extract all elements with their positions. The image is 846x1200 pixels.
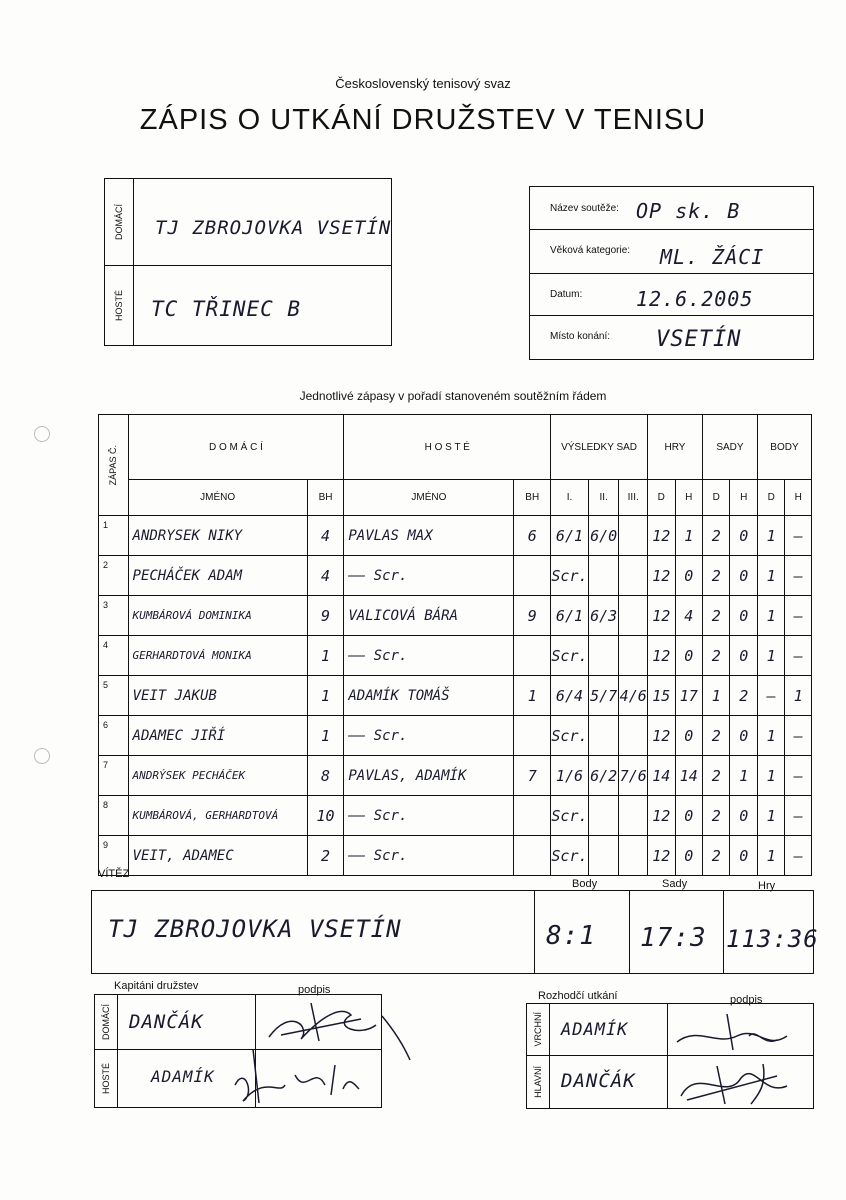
home-player: KUMBÁROVÁ DOMINIKA	[128, 596, 307, 636]
home-name-header: JMÉNO	[128, 480, 307, 516]
sets-home-header: D	[702, 480, 729, 516]
referee-main-name: DANČÁK	[561, 1070, 636, 1092]
points-guest: —	[785, 596, 812, 636]
games-guest: 17	[675, 676, 702, 716]
sets-home: 2	[702, 796, 729, 836]
referee-chief-name: ADAMÍK	[561, 1020, 629, 1040]
referees-signature-label: podpis	[730, 994, 763, 1006]
set1-score: 6/1	[551, 596, 589, 636]
set2-score: 6/3	[588, 596, 619, 636]
set2-score	[588, 636, 619, 676]
home-player: KUMBÁROVÁ, GERHARDTOVÁ	[128, 796, 307, 836]
guest-bh	[514, 796, 551, 836]
sets-guest: 0	[730, 796, 757, 836]
points-guest: 1	[785, 676, 812, 716]
referee-chief-signature	[667, 1006, 807, 1056]
home-bh: 4	[307, 516, 344, 556]
referee-main-signature	[667, 1056, 807, 1108]
games-home: 12	[648, 516, 675, 556]
games-guest: 1	[675, 516, 702, 556]
match-number: 3	[99, 596, 129, 636]
captains-box	[94, 994, 382, 1108]
guest-bh: 7	[514, 756, 551, 796]
home-bh: 10	[307, 796, 344, 836]
match-number-header: ZÁPAS Č.	[108, 444, 119, 486]
set1-score: Scr.	[551, 556, 589, 596]
guest-bh: 6	[514, 516, 551, 556]
home-player: PECHÁČEK ADAM	[128, 556, 307, 596]
venue: VSETÍN	[656, 327, 742, 352]
table-row	[99, 796, 812, 836]
points-home: 1	[757, 556, 784, 596]
competition-name-label: Název soutěže:	[550, 203, 619, 214]
games-home: 14	[648, 756, 675, 796]
captain-guest-name: ADAMÍK	[151, 1067, 215, 1086]
winner-sets-label: Sady	[662, 878, 688, 890]
sets-home: 2	[702, 756, 729, 796]
sets-home: 2	[702, 716, 729, 756]
guest-bh: 1	[514, 676, 551, 716]
captain-home-label: DOMÁCÍ	[101, 1004, 111, 1040]
points-home: 1	[757, 716, 784, 756]
sets-home: 2	[702, 836, 729, 876]
set3-score	[619, 596, 648, 636]
points-home: 1	[757, 796, 784, 836]
set3-score	[619, 556, 648, 596]
games-home: 12	[648, 596, 675, 636]
games-guest: 0	[675, 636, 702, 676]
table-row	[99, 836, 812, 876]
winner-label: VÍTĚZ	[98, 868, 130, 880]
sets-home: 1	[702, 676, 729, 716]
guest-player: PAVLAS MAX	[344, 516, 514, 556]
set2-score	[588, 556, 619, 596]
home-bh: 2	[307, 836, 344, 876]
captains-label: Kapitáni družstev	[114, 980, 199, 992]
sets-header: SADY	[702, 415, 757, 480]
points-home: 1	[757, 596, 784, 636]
games-home: 12	[648, 796, 675, 836]
sets-guest: 0	[730, 836, 757, 876]
referee-chief-label: VRCHNÍ	[533, 1012, 543, 1047]
winner-box	[91, 890, 819, 974]
matches-caption: Jednotlivé zápasy v pořadí stanoveném soutěžním řádem	[299, 389, 607, 403]
referees-label: Rozhodčí utkání	[538, 990, 618, 1002]
guest-name-header: JMÉNO	[344, 480, 514, 516]
captain-home-name: DANČÁK	[129, 1011, 204, 1033]
captain-home-signature	[261, 997, 381, 1047]
match-number: 7	[99, 756, 129, 796]
guest-player: —— Scr.	[344, 636, 514, 676]
games-guest: 4	[675, 596, 702, 636]
guest-team-name: TC TŘINEC B	[151, 297, 302, 321]
captain-guest-signature	[225, 1045, 375, 1107]
guest-bh	[514, 636, 551, 676]
competition-name: OP sk. B	[636, 199, 741, 223]
venue-label: Místo konání:	[550, 331, 611, 342]
hoste-label: HOSTÉ	[114, 289, 124, 321]
home-bh: 8	[307, 756, 344, 796]
matches-table	[98, 414, 812, 876]
home-bh: 1	[307, 716, 344, 756]
sets-guest: 0	[730, 716, 757, 756]
winner-points-label: Body	[572, 878, 598, 890]
home-team-name: TJ ZBROJOVKA VSETÍN	[155, 217, 392, 239]
home-player: ADAMEC JIŘÍ	[128, 716, 307, 756]
home-bh: 1	[307, 636, 344, 676]
home-bh: 1	[307, 676, 344, 716]
set2-header: II.	[588, 480, 619, 516]
winner-points: 8:1	[546, 921, 596, 951]
match-number: 2	[99, 556, 129, 596]
points-home: 1	[757, 836, 784, 876]
set2-score	[588, 836, 619, 876]
sets-guest: 0	[730, 596, 757, 636]
sets-guest: 1	[730, 756, 757, 796]
competition-info-box	[529, 186, 814, 360]
set2-score	[588, 716, 619, 756]
table-row	[99, 516, 812, 556]
sets-guest: 0	[730, 516, 757, 556]
set1-header: I.	[551, 480, 589, 516]
guest-bh	[514, 556, 551, 596]
set3-score	[619, 836, 648, 876]
points-home: 1	[757, 516, 784, 556]
match-number: 5	[99, 676, 129, 716]
date-label: Datum:	[550, 289, 583, 300]
points-home: 1	[757, 756, 784, 796]
set3-score: 4/6	[619, 676, 648, 716]
points-guest-header: H	[785, 480, 812, 516]
match-number: 9	[99, 836, 129, 876]
set3-score: 7/6	[619, 756, 648, 796]
set1-score: 1/6	[551, 756, 589, 796]
home-player: GERHARDTOVÁ MONIKA	[128, 636, 307, 676]
sets-guest-header: H	[730, 480, 757, 516]
games-home: 12	[648, 636, 675, 676]
games-guest-header: H	[675, 480, 702, 516]
referees-box	[526, 1003, 814, 1109]
points-header: BODY	[757, 415, 811, 480]
age-category: ML. ŽÁCI	[660, 245, 765, 269]
set2-score: 6/2	[588, 756, 619, 796]
sets-home: 2	[702, 516, 729, 556]
table-row	[99, 596, 812, 636]
table-row	[99, 676, 812, 716]
games-guest: 0	[675, 716, 702, 756]
home-player: VEIT JAKUB	[128, 676, 307, 716]
winner-games: 113:36	[726, 925, 819, 953]
set1-score: Scr.	[551, 636, 589, 676]
guest-player: —— Scr.	[344, 556, 514, 596]
sets-guest: 0	[730, 636, 757, 676]
guest-player: —— Scr.	[344, 796, 514, 836]
home-header: D O M Á C Í	[128, 415, 344, 480]
table-row	[99, 756, 812, 796]
table-row	[99, 636, 812, 676]
sets-home: 2	[702, 636, 729, 676]
points-guest: —	[785, 756, 812, 796]
games-guest: 0	[675, 796, 702, 836]
winner-name: TJ ZBROJOVKA VSETÍN	[108, 915, 402, 943]
guest-player: VALICOVÁ BÁRA	[344, 596, 514, 636]
set1-score: Scr.	[551, 716, 589, 756]
set3-header: III.	[619, 480, 648, 516]
captain-guest-label: HOSTÉ	[101, 1062, 111, 1094]
guest-bh	[514, 716, 551, 756]
set3-score	[619, 516, 648, 556]
organization: Československý tenisový svaz	[335, 76, 511, 91]
set3-score	[619, 636, 648, 676]
sets-home: 2	[702, 556, 729, 596]
match-number: 4	[99, 636, 129, 676]
points-home-header: D	[757, 480, 784, 516]
guest-header: H O S T É	[344, 415, 551, 480]
match-number: 8	[99, 796, 129, 836]
points-guest: —	[785, 636, 812, 676]
guest-bh	[514, 836, 551, 876]
table-row	[99, 556, 812, 596]
games-guest: 14	[675, 756, 702, 796]
age-category-label: Věková kategorie:	[550, 245, 631, 256]
guest-bh: 9	[514, 596, 551, 636]
points-home: —	[757, 676, 784, 716]
home-bh-header: BH	[307, 480, 344, 516]
set1-score: 6/1	[551, 516, 589, 556]
home-player: ANDRYSEK NIKY	[128, 516, 307, 556]
home-bh: 4	[307, 556, 344, 596]
games-home: 15	[648, 676, 675, 716]
winner-sets: 17:3	[640, 923, 707, 953]
match-number: 6	[99, 716, 129, 756]
captains-signature-label: podpis	[298, 984, 331, 996]
points-guest: —	[785, 796, 812, 836]
home-player: VEIT, ADAMEC	[128, 836, 307, 876]
page-title: ZÁPIS O UTKÁNÍ DRUŽSTEV V TENISU	[139, 104, 707, 136]
stray-pen-stroke	[380, 1014, 420, 1064]
match-date: 12.6.2005	[636, 287, 754, 311]
domaci-label: DOMÁCÍ	[114, 204, 124, 240]
sets-home: 2	[702, 596, 729, 636]
games-home: 12	[648, 716, 675, 756]
referee-main-label: HLAVNÍ	[533, 1066, 543, 1098]
games-header: HRY	[648, 415, 703, 480]
points-guest: —	[785, 516, 812, 556]
punch-hole-top	[34, 426, 50, 442]
set1-score: Scr.	[551, 836, 589, 876]
sets-guest: 0	[730, 556, 757, 596]
games-home-header: D	[648, 480, 675, 516]
games-guest: 0	[675, 836, 702, 876]
set2-score	[588, 796, 619, 836]
guest-bh-header: BH	[514, 480, 551, 516]
guest-player: —— Scr.	[344, 836, 514, 876]
set1-score: 6/4	[551, 676, 589, 716]
guest-player: —— Scr.	[344, 716, 514, 756]
games-guest: 0	[675, 556, 702, 596]
sets-guest: 2	[730, 676, 757, 716]
teams-box	[104, 178, 392, 346]
home-bh: 9	[307, 596, 344, 636]
set3-score	[619, 716, 648, 756]
guest-player: PAVLAS, ADAMÍK	[344, 756, 514, 796]
punch-hole-bottom	[34, 748, 50, 764]
set3-score	[619, 796, 648, 836]
set1-score: Scr.	[551, 796, 589, 836]
set2-score: 6/0	[588, 516, 619, 556]
points-guest: —	[785, 836, 812, 876]
points-guest: —	[785, 556, 812, 596]
points-guest: —	[785, 716, 812, 756]
guest-player: ADAMÍK TOMÁŠ	[344, 676, 514, 716]
winner-games-label: Hry	[758, 880, 776, 892]
set2-score: 5/7	[588, 676, 619, 716]
home-player: ANDRÝSEK PECHÁČEK	[128, 756, 307, 796]
games-home: 12	[648, 836, 675, 876]
match-number: 1	[99, 516, 129, 556]
points-home: 1	[757, 636, 784, 676]
set-results-header: VÝSLEDKY SAD	[551, 415, 648, 480]
table-row	[99, 716, 812, 756]
games-home: 12	[648, 556, 675, 596]
